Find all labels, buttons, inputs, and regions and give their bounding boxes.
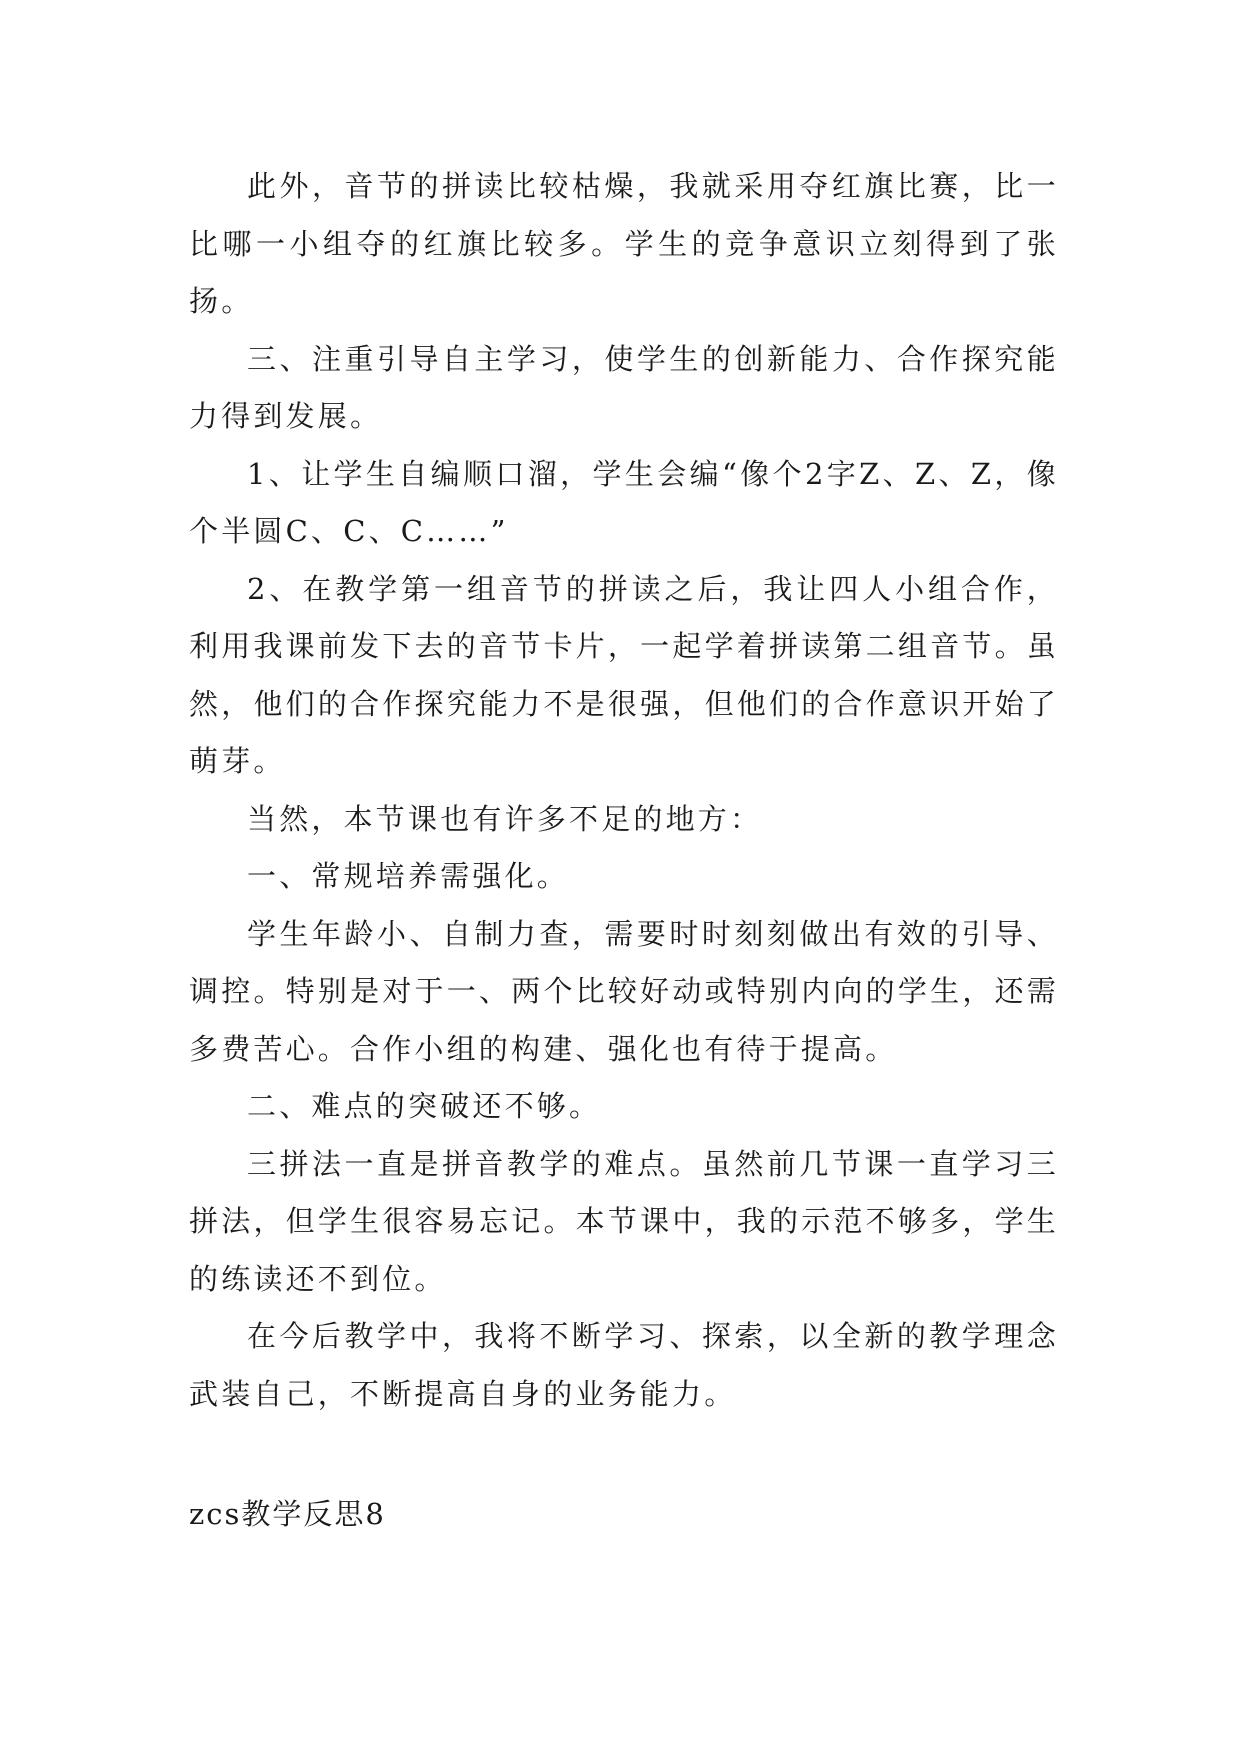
document-body (189, 158, 1059, 1423)
paragraph: 2、在教学第一组音节的拼读之后，我让四人小组合作，利用我课前发下去的音节卡片，一起学着拼读第二组音节。虽然，他们的合作探究能力不是很强，但他们的合作意识开始了萌芽。 (189, 571, 1059, 778)
paragraph: 二、难点的突破还不够。 (247, 1089, 602, 1123)
paragraph: 当然，本节课也有许多不足的地方： (247, 801, 763, 836)
paragraph: 在今后教学中，我将不断学习、探索，以全新的教学理念武装自己，不断提高自身的业务能力。 (189, 1319, 1059, 1411)
paragraph: 一、常规培养需强化。 (247, 859, 570, 893)
paragraph: 三、注重引导自主学习，使学生的创新能力、合作探究能力得到发展。 (189, 341, 1059, 433)
paragraph: 三拼法一直是拼音教学的难点。虽然前几节课一直学习三拼法，但学生很容易忘记。本节课中，我的示范不够多，学生的练读还不到位。 (189, 1146, 1059, 1296)
section-title: zcs教学反思8 (189, 1497, 386, 1531)
paragraph: 1、让学生自编顺口溜，学生会编“像个2字Z、Z、Z，像个半圆C、C、C……” (189, 456, 1059, 548)
paragraph: 此外，音节的拼读比较枯燥，我就采用夺红旗比赛，比一比哪一小组夺的红旗比较多。学生的竞争意识立刻得到了张扬。 (189, 169, 1059, 318)
paragraph: 学生年龄小、自制力查，需要时时刻刻做出有效的引导、调控。特别是对于一、两个比较好动或特别内向的学生，还需多费苦心。合作小组的构建、强化也有待于提高。 (189, 916, 1059, 1066)
